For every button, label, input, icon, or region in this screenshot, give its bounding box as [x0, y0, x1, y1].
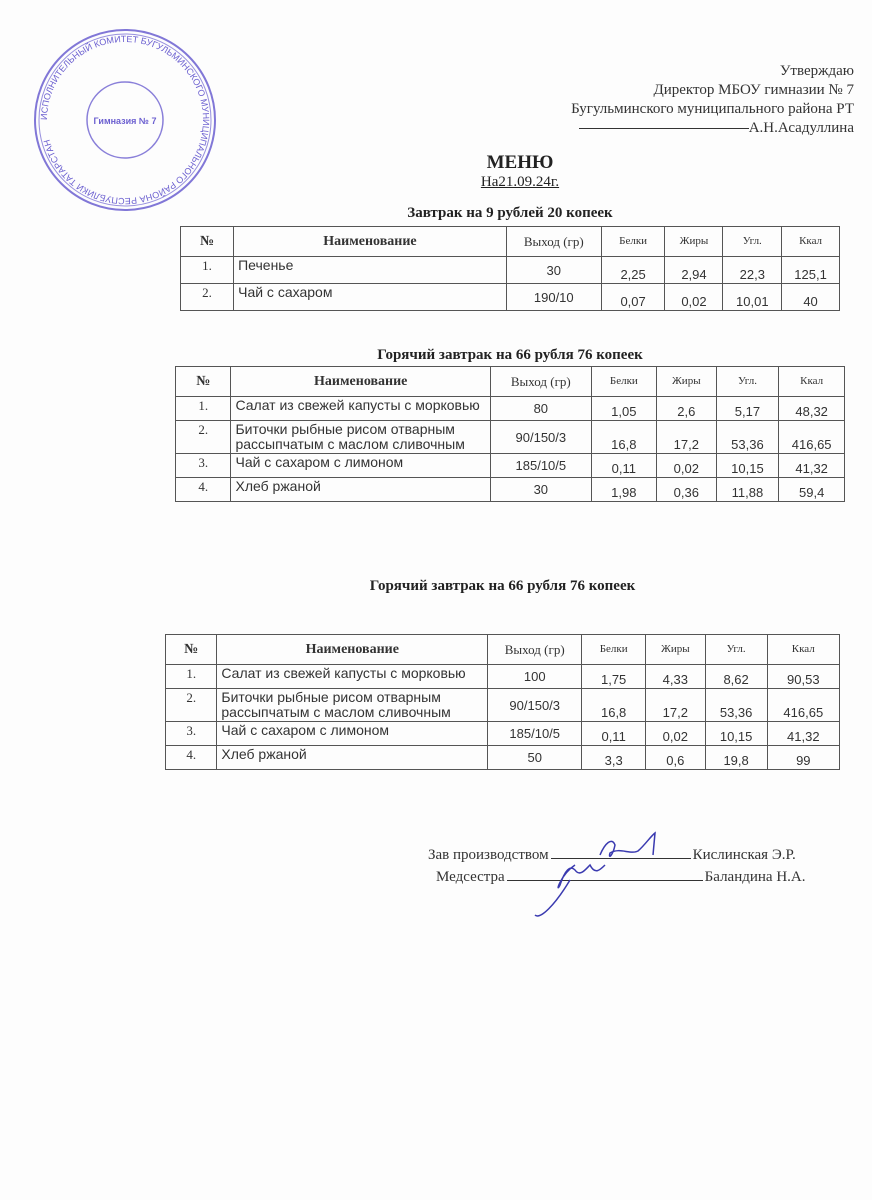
column-header: Жиры [646, 635, 706, 665]
portion-weight: 90/150/3 [488, 689, 582, 722]
director-signature-line [579, 128, 749, 129]
kcal: 41,32 [779, 454, 845, 478]
section-caption-3: Горячий завтрак на 66 рубля 76 копеек [369, 578, 636, 594]
menu-date: На21.09.24г. [480, 174, 560, 190]
director-name: А.Н.Асадуллина [748, 120, 854, 136]
column-header: № [181, 227, 234, 257]
page-title: МЕНЮ [486, 152, 554, 173]
table-header-row [176, 367, 845, 397]
column-header: Угл. [723, 227, 782, 257]
column-header: Выход (гр) [506, 227, 601, 257]
portion-weight: 185/10/5 [490, 454, 591, 478]
column-header: Белки [582, 635, 646, 665]
protein: 2,25 [601, 257, 665, 284]
column-header: Наименование [217, 635, 488, 665]
protein: 0,11 [591, 454, 656, 478]
signature-name: Баландина Н.А. [704, 869, 806, 885]
table-row [166, 722, 840, 746]
fat: 0,02 [665, 284, 723, 311]
hot-breakfast-table-1 [175, 366, 845, 502]
table-row [166, 746, 840, 770]
kcal: 99 [767, 746, 839, 770]
column-header: Ккал [767, 635, 839, 665]
section-caption-1: Завтрак на 9 рублей 20 копеек [407, 205, 613, 221]
protein: 3,3 [582, 746, 646, 770]
stamp-center-text: Гимназия № 7 [93, 116, 157, 126]
table-row [166, 665, 840, 689]
kcal: 48,32 [779, 397, 845, 421]
portion-weight: 185/10/5 [488, 722, 582, 746]
column-header: Ккал [782, 227, 840, 257]
protein: 0,07 [601, 284, 665, 311]
dish-name: Биточки рыбные рисом отварным рассыпчатым с маслом сливочным [231, 421, 490, 454]
portion-weight: 100 [488, 665, 582, 689]
row-number: 3. [176, 454, 231, 478]
table-row [166, 689, 840, 722]
carbs: 53,36 [716, 421, 779, 454]
dish-name: Чай с сахаром с лимоном [231, 454, 490, 478]
carbs: 10,15 [705, 722, 767, 746]
fat: 0,02 [656, 454, 716, 478]
portion-weight: 30 [490, 478, 591, 502]
approval-district: Бугульминского муниципального района РТ [571, 101, 854, 117]
dish-name: Салат из свежей капусты с морковью [217, 665, 488, 689]
table-row [176, 421, 845, 454]
carbs: 8,62 [705, 665, 767, 689]
kcal: 40 [782, 284, 840, 311]
approval-block [571, 62, 854, 138]
fat: 2,6 [656, 397, 716, 421]
column-header: Белки [601, 227, 665, 257]
breakfast-table [180, 226, 840, 311]
dish-name: Салат из свежей капусты с морковью [231, 397, 490, 421]
column-header: Наименование [231, 367, 490, 397]
row-number: 2. [181, 284, 234, 311]
dish-name: Биточки рыбные рисом отварным рассыпчатым с маслом сливочным [217, 689, 488, 722]
table-header-row [166, 635, 840, 665]
table-row [181, 257, 840, 284]
dish-name: Хлеб ржаной [231, 478, 490, 502]
column-header: Ккал [779, 367, 845, 397]
protein: 1,05 [591, 397, 656, 421]
column-header: Жиры [665, 227, 723, 257]
carbs: 19,8 [705, 746, 767, 770]
row-number: 1. [181, 257, 234, 284]
fat: 0,02 [646, 722, 706, 746]
portion-weight: 30 [506, 257, 601, 284]
dish-name: Чай с сахаром с лимоном [217, 722, 488, 746]
column-header: № [176, 367, 231, 397]
signature-role: Зав производством [428, 847, 549, 863]
row-number: 2. [166, 689, 217, 722]
signature-name: Кислинская Э.Р. [692, 847, 796, 863]
dish-name: Печенье [234, 257, 507, 284]
row-number: 4. [176, 478, 231, 502]
portion-weight: 90/150/3 [490, 421, 591, 454]
row-number: 1. [176, 397, 231, 421]
table-row [181, 284, 840, 311]
column-header: Белки [591, 367, 656, 397]
column-header: Угл. [716, 367, 779, 397]
section-caption-2: Горячий завтрак на 66 рубля 76 копеек [377, 347, 643, 363]
dish-name: Чай с сахаром [234, 284, 507, 311]
hot-breakfast-table-2 [165, 634, 840, 770]
portion-weight: 50 [488, 746, 582, 770]
kcal: 59,4 [779, 478, 845, 502]
fat: 17,2 [656, 421, 716, 454]
kcal: 416,65 [767, 689, 839, 722]
dish-name: Хлеб ржаной [217, 746, 488, 770]
kcal: 416,65 [779, 421, 845, 454]
row-number: 3. [166, 722, 217, 746]
row-number: 4. [166, 746, 217, 770]
kcal: 125,1 [782, 257, 840, 284]
signature-role: Медсестра [436, 869, 505, 885]
protein: 16,8 [591, 421, 656, 454]
column-header: Выход (гр) [488, 635, 582, 665]
approval-word: Утверждаю [779, 63, 854, 79]
column-header: Выход (гр) [490, 367, 591, 397]
fat: 0,6 [646, 746, 706, 770]
stamp-ring-text: ИСПОЛНИТЕЛЬНЫЙ КОМИТЕТ БУГУЛЬМИНСКОГО МУНИЦИПАЛЬНОГО РАЙОНА РЕСПУБЛИКИ ТАТАРСТАН [38, 33, 212, 207]
portion-weight: 190/10 [506, 284, 601, 311]
table-row [176, 454, 845, 478]
table-header-row [181, 227, 840, 257]
carbs: 53,36 [705, 689, 767, 722]
table-row [176, 478, 845, 502]
portion-weight: 80 [490, 397, 591, 421]
handwritten-signatures-icon [520, 825, 680, 925]
column-header: № [166, 635, 217, 665]
carbs: 11,88 [716, 478, 779, 502]
fat: 4,33 [646, 665, 706, 689]
carbs: 10,01 [723, 284, 782, 311]
row-number: 2. [176, 421, 231, 454]
carbs: 10,15 [716, 454, 779, 478]
row-number: 1. [166, 665, 217, 689]
approval-name [571, 119, 854, 138]
fat: 0,36 [656, 478, 716, 502]
protein: 1,98 [591, 478, 656, 502]
column-header: Наименование [234, 227, 507, 257]
column-header: Угл. [705, 635, 767, 665]
protein: 1,75 [582, 665, 646, 689]
approval-position: Директор МБОУ гимназии № 7 [653, 82, 854, 98]
table-row [176, 397, 845, 421]
column-header: Жиры [656, 367, 716, 397]
carbs: 5,17 [716, 397, 779, 421]
fat: 2,94 [665, 257, 723, 284]
official-stamp [30, 25, 220, 215]
kcal: 41,32 [767, 722, 839, 746]
protein: 0,11 [582, 722, 646, 746]
protein: 16,8 [582, 689, 646, 722]
carbs: 22,3 [723, 257, 782, 284]
kcal: 90,53 [767, 665, 839, 689]
fat: 17,2 [646, 689, 706, 722]
